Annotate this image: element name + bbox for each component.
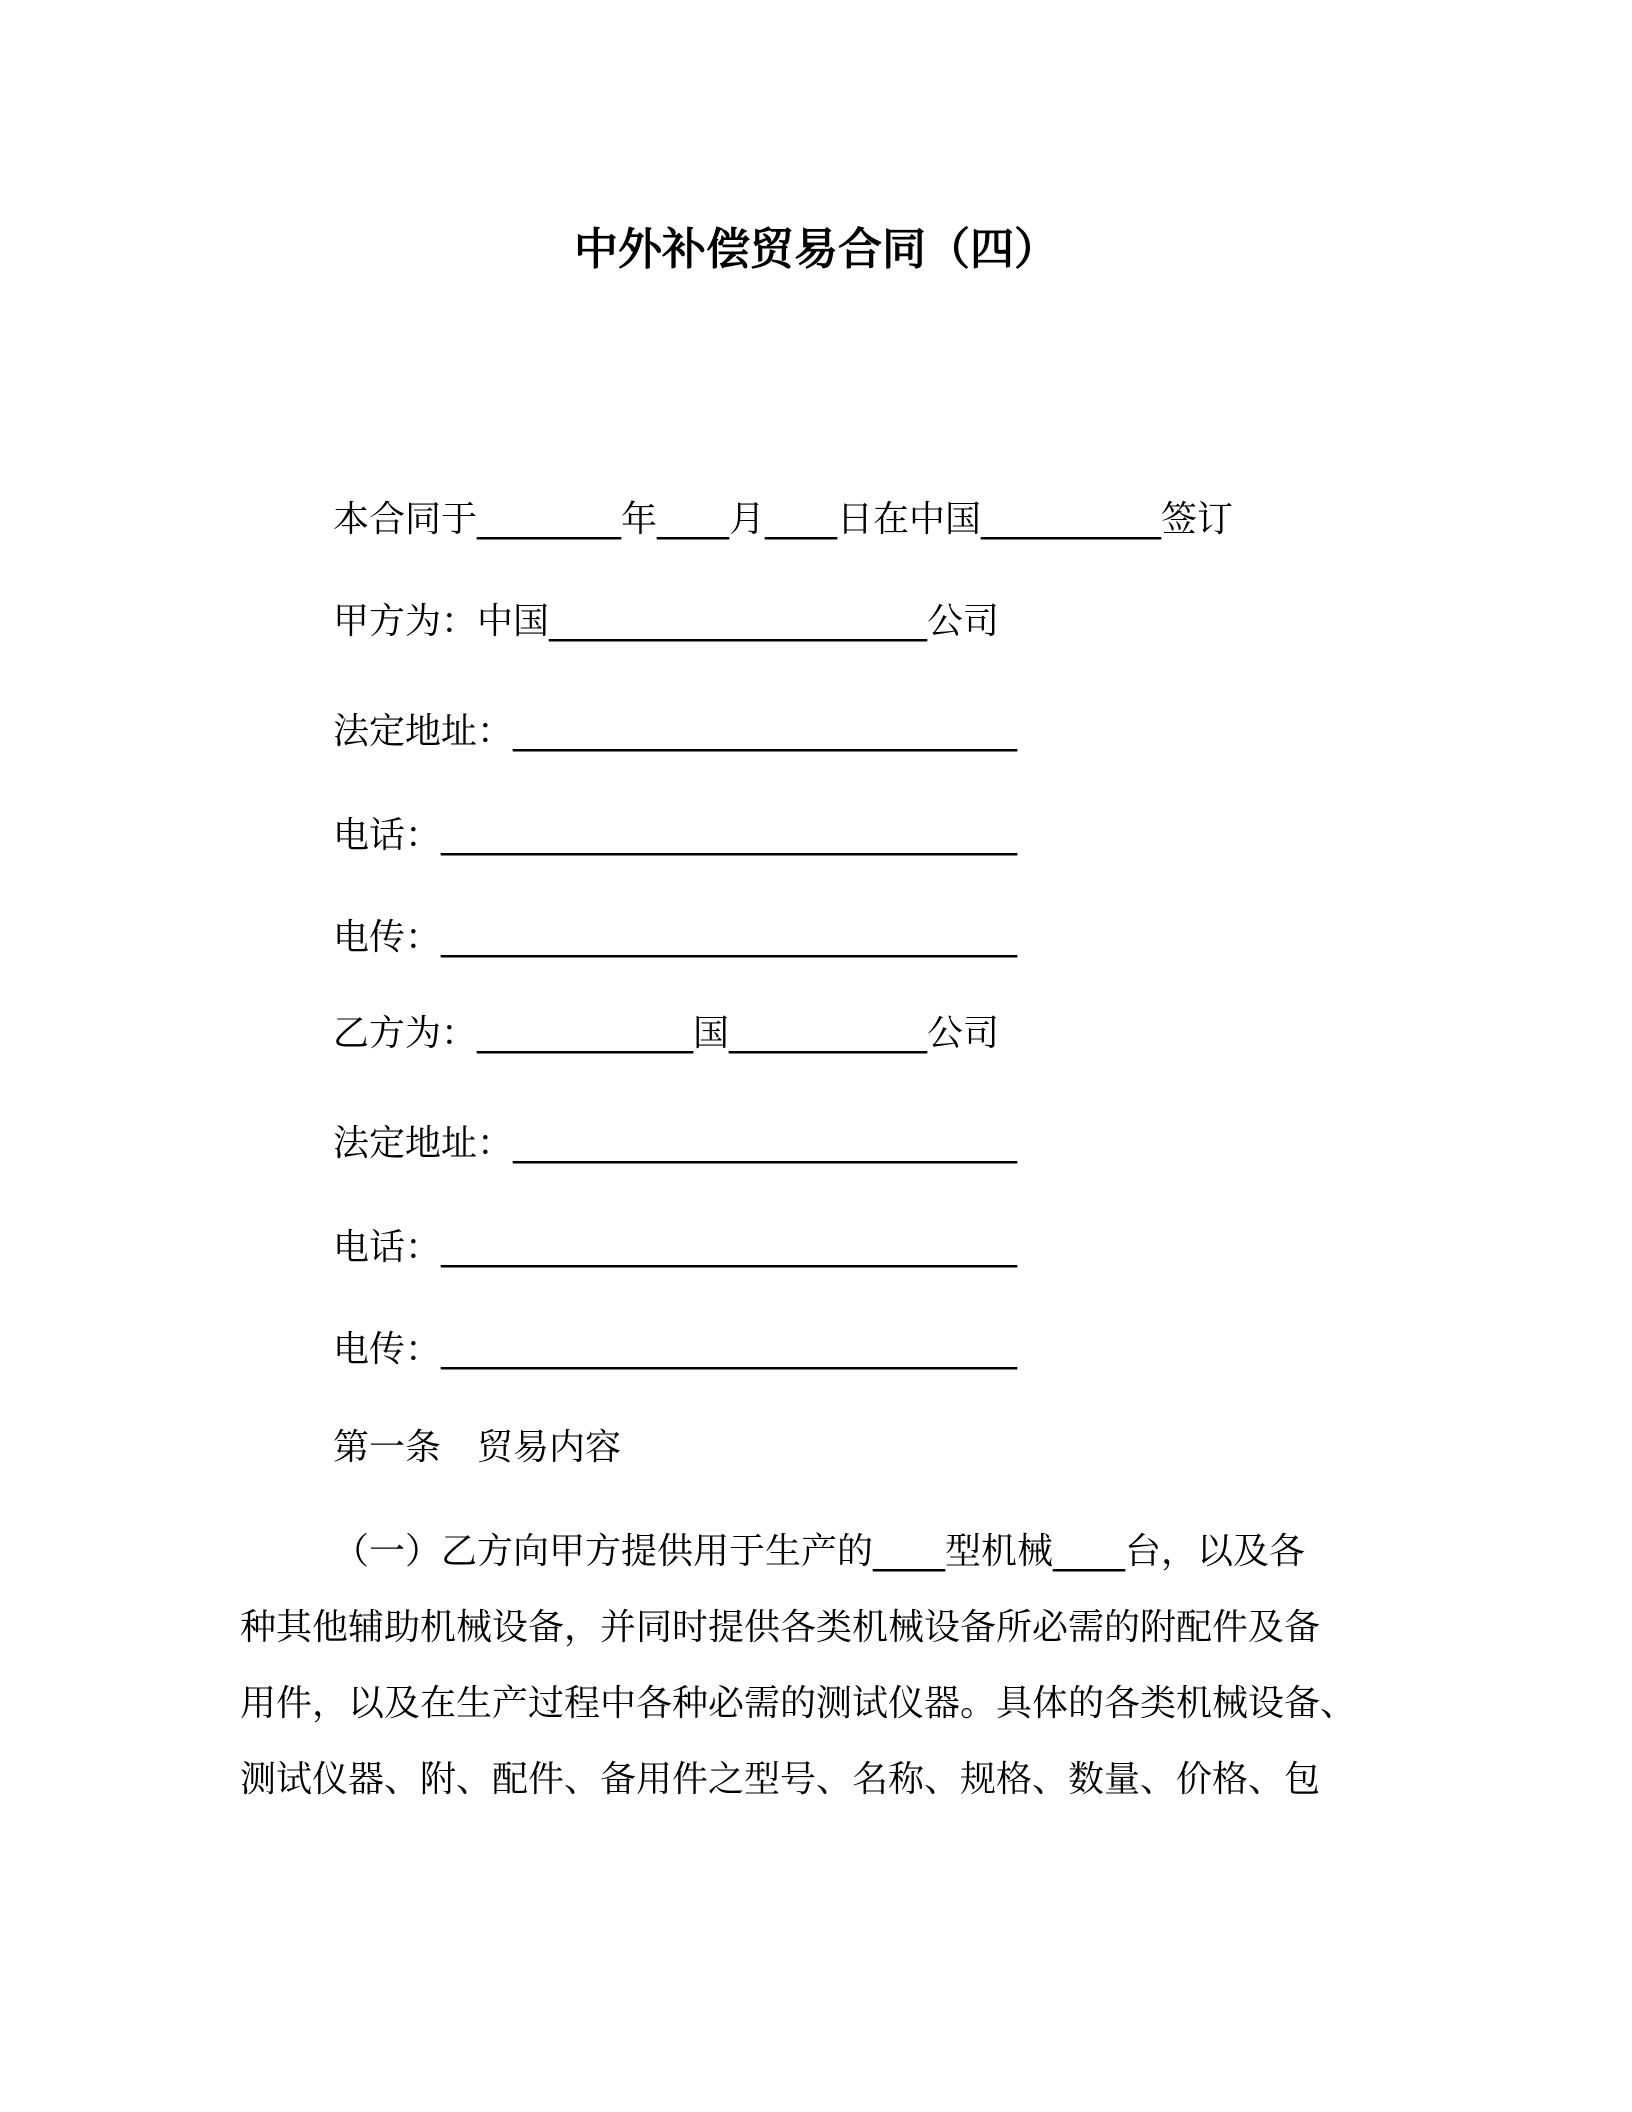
party-a-phone-line: 电话：________________________________: [333, 815, 1018, 856]
paragraph-line: 用件，以及在生产过程中各种必需的测试仪器。具体的各类机械设备、: [240, 1683, 1357, 1724]
party-a-address-line: 法定地址：____________________________: [333, 711, 1018, 752]
signing-date-line: 本合同于________年____月____日在中国__________签订: [333, 499, 1234, 540]
party-b-line: 乙方为：____________国___________公司: [333, 1013, 1000, 1054]
paragraph-line: 测试仪器、附、配件、备用件之型号、名称、规格、数量、价格、包: [240, 1759, 1321, 1800]
party-a-telex-line: 电传：________________________________: [333, 917, 1018, 958]
party-b-telex-line: 电传：________________________________: [333, 1329, 1018, 1370]
paragraph-line: 种其他辅助机械设备，并同时提供各类机械设备所必需的附配件及备: [240, 1607, 1321, 1648]
article-one-heading: 第一条 贸易内容: [333, 1427, 622, 1468]
party-b-address-line: 法定地址：____________________________: [333, 1123, 1018, 1164]
party-a-line: 甲方为：中国_____________________公司: [333, 601, 1000, 642]
document-title: 中外补偿贸易合同（四）: [574, 224, 1058, 275]
paragraph-line: （一）乙方向甲方提供用于生产的____型机械____台，以及各: [333, 1531, 1306, 1572]
party-b-phone-line: 电话：________________________________: [333, 1227, 1018, 1268]
